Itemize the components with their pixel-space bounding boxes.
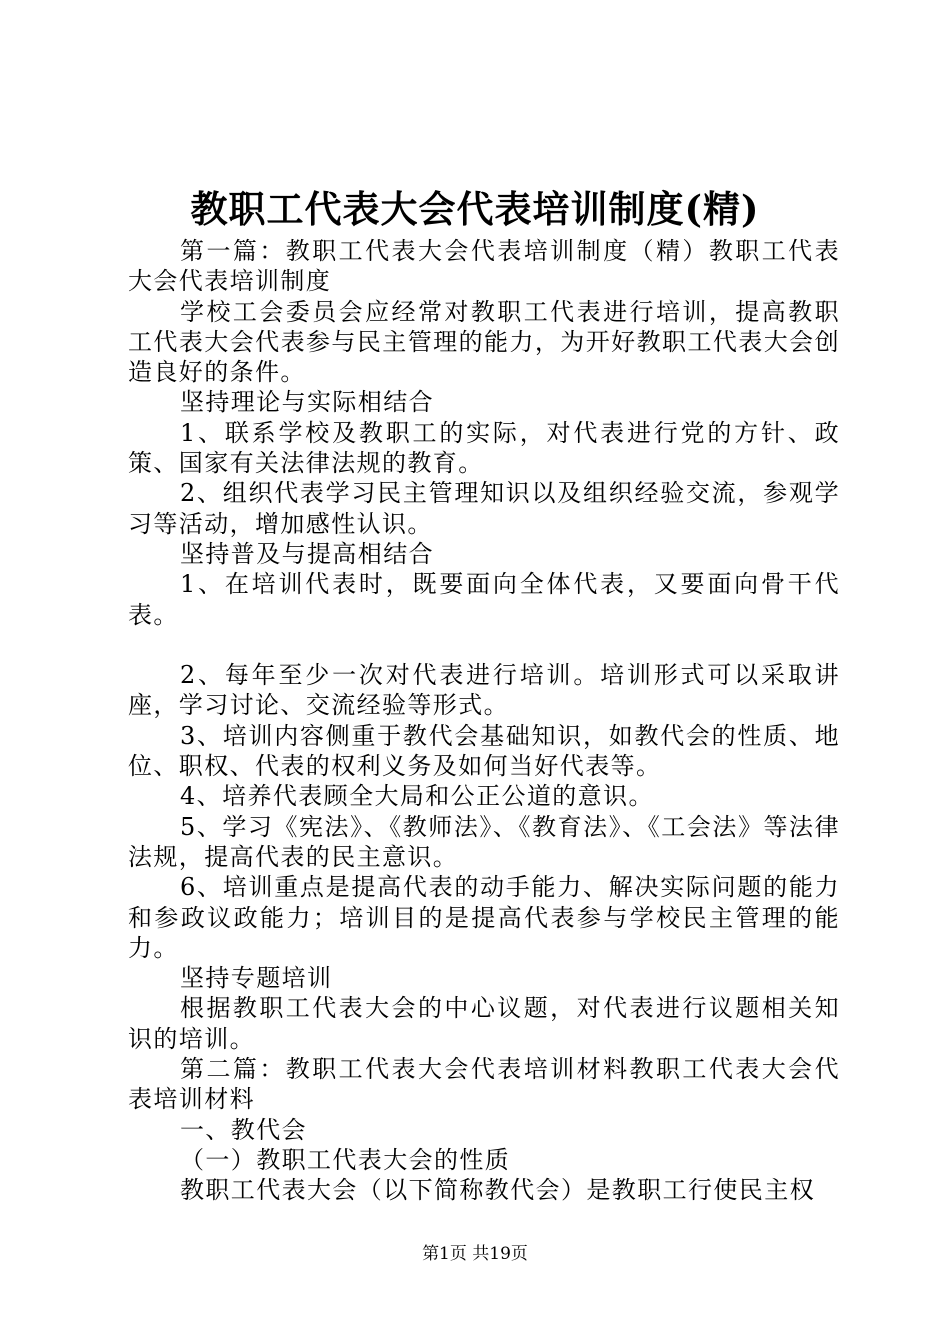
document-title: 教职工代表大会代表培训制度(精) <box>190 187 760 231</box>
paragraph: 根据教职工代表大会的中心议题，对代表进行议题相关知识的培训。 <box>128 994 840 1053</box>
paragraph: 4、培养代表顾全大局和公正公道的意识。 <box>180 782 654 811</box>
paragraph: 5、学习《宪法》、《教师法》、《教育法》、《工会法》等法律法规，提高代表的民主意识。 <box>128 812 840 871</box>
paragraph: 6、培训重点是提高代表的动手能力、解决实际问题的能力和参政议政能力；培训目的是提高代表参与学校民主管理的能力。 <box>128 873 840 962</box>
paragraph: 第一篇：教职工代表大会代表培训制度（精）教职工代表大会代表培训制度 <box>128 237 840 296</box>
document-body <box>128 236 840 1206</box>
paragraph: 1、联系学校及教职工的实际，对代表进行党的方针、政策、国家有关法律法规的教育。 <box>128 418 840 478</box>
paragraph: 学校工会委员会应经常对教职工代表进行培训，提高教职工代表大会代表参与民主管理的能力，为开好教职工代表大会创造良好的条件。 <box>128 297 840 387</box>
section-heading: 坚持专题培训 <box>180 964 333 993</box>
paragraph: 2、每年至少一次对代表进行培训。培训形式可以采取讲座，学习讨论、交流经验等形式。 <box>128 661 840 720</box>
paragraph: 2、组织代表学习民主管理知识以及组织经验交流，参观学习等活动，增加感性认识。 <box>128 479 840 538</box>
paragraph: 第二篇：教职工代表大会代表培训材料教职工代表大会代表培训材料 <box>128 1055 840 1114</box>
section-heading: 坚持理论与实际相结合 <box>180 388 434 417</box>
paragraph: 1、在培训代表时，既要面向全体代表，又要面向骨干代表。 <box>128 570 840 629</box>
paragraph: 教职工代表大会（以下简称教代会）是教职工行使民主权 <box>180 1176 815 1205</box>
paragraph: 3、培训内容侧重于教代会基础知识，如教代会的性质、地位、职权、代表的权利义务及如何当好代表等。 <box>128 721 840 781</box>
section-heading: 一、教代会 <box>180 1115 307 1144</box>
page-footer: 第1页 共19页 <box>422 1244 528 1264</box>
blank-line <box>128 630 840 660</box>
section-heading: 坚持普及与提高相结合 <box>180 539 434 568</box>
section-heading: （一）教职工代表大会的性质 <box>180 1145 511 1174</box>
